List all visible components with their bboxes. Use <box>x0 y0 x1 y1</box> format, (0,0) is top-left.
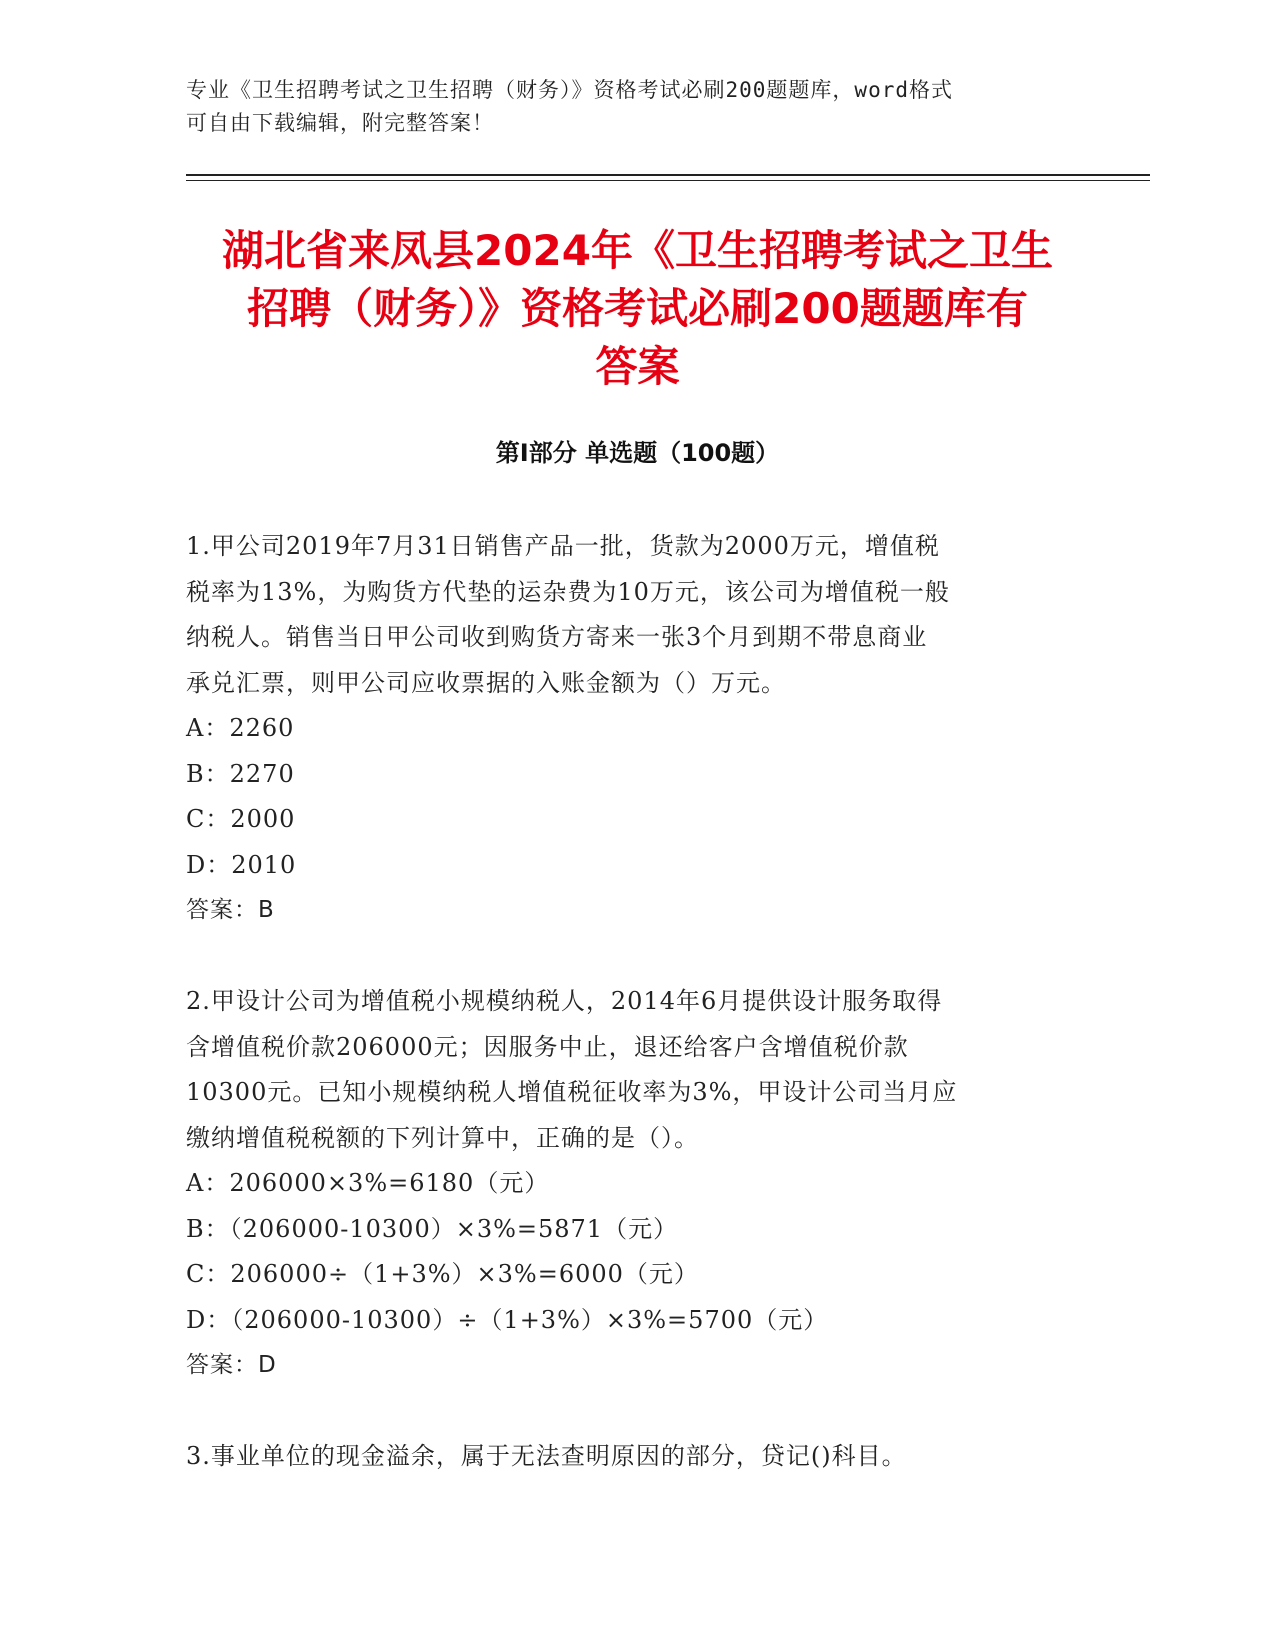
header-divider-thin <box>186 180 1150 181</box>
option-a: A：2260 <box>186 714 295 742</box>
section-heading: 第Ⅰ部分 单选题（100题） <box>495 439 780 467</box>
header-divider-thick <box>186 174 1150 176</box>
question-stem-line: 税率为13%，为购货方代垫的运杂费为10万元，该公司为增值税一般 <box>186 577 950 606</box>
question-stem-line: 10300元。已知小规模纳税人增值税征收率为3%，甲设计公司当月应 <box>186 1078 958 1106</box>
option-a: A：206000×3%=6180（元） <box>186 1169 550 1197</box>
option-c: C：2000 <box>186 805 296 833</box>
header-note <box>186 74 1066 140</box>
option-b: B：2270 <box>186 759 295 788</box>
answer-label: 答案：D <box>186 1352 277 1378</box>
option-b: B：（206000-10300）×3%=5871（元） <box>186 1214 679 1243</box>
title-line-2: 招聘（财务）》资格考试必刷200题题库有 <box>247 284 1028 333</box>
option-d: D：（206000-10300）÷（1+3%）×3%=5700（元） <box>186 1305 829 1334</box>
title-line-1: 湖北省来凤县2024年《卫生招聘考试之卫生 <box>222 226 1053 275</box>
question-1 <box>186 524 1066 934</box>
question-stem-line: 缴纳增值税税额的下列计算中，正确的是（）。 <box>186 1123 699 1152</box>
question-stem-line: 承兑汇票，则甲公司应收票据的入账金额为（）万元。 <box>186 668 786 697</box>
option-d: D：2010 <box>186 850 297 879</box>
option-c: C：206000÷（1+3%）×3%=6000（元） <box>186 1260 699 1288</box>
header-note-line-1: 专业《卫生招聘考试之卫生招聘（财务）》资格考试必刷200题题库，word格式 <box>186 78 953 102</box>
question-stem-line: 含增值税价款206000元；因服务中止，退还给客户含增值税价款 <box>186 1032 909 1061</box>
question-3 <box>186 1434 1066 1480</box>
question-stem-line: 2.甲设计公司为增值税小规模纳税人，2014年6月提供设计服务取得 <box>186 987 943 1015</box>
question-stem-line: 1.甲公司2019年7月31日销售产品一批，货款为2000万元，增值税 <box>186 532 940 560</box>
document-title <box>170 222 1105 396</box>
header-note-line-2: 可自由下载编辑，附完整答案！ <box>186 111 494 135</box>
answer-label: 答案：B <box>186 897 275 923</box>
question-stem-line: 纳税人。销售当日甲公司收到购货方寄来一张3个月到期不带息商业 <box>186 623 928 651</box>
question-2 <box>186 979 1066 1389</box>
question-stem-line: 3.事业单位的现金溢余，属于无法查明原因的部分，贷记()科目。 <box>186 1442 907 1470</box>
title-line-3: 答案 <box>595 342 680 391</box>
